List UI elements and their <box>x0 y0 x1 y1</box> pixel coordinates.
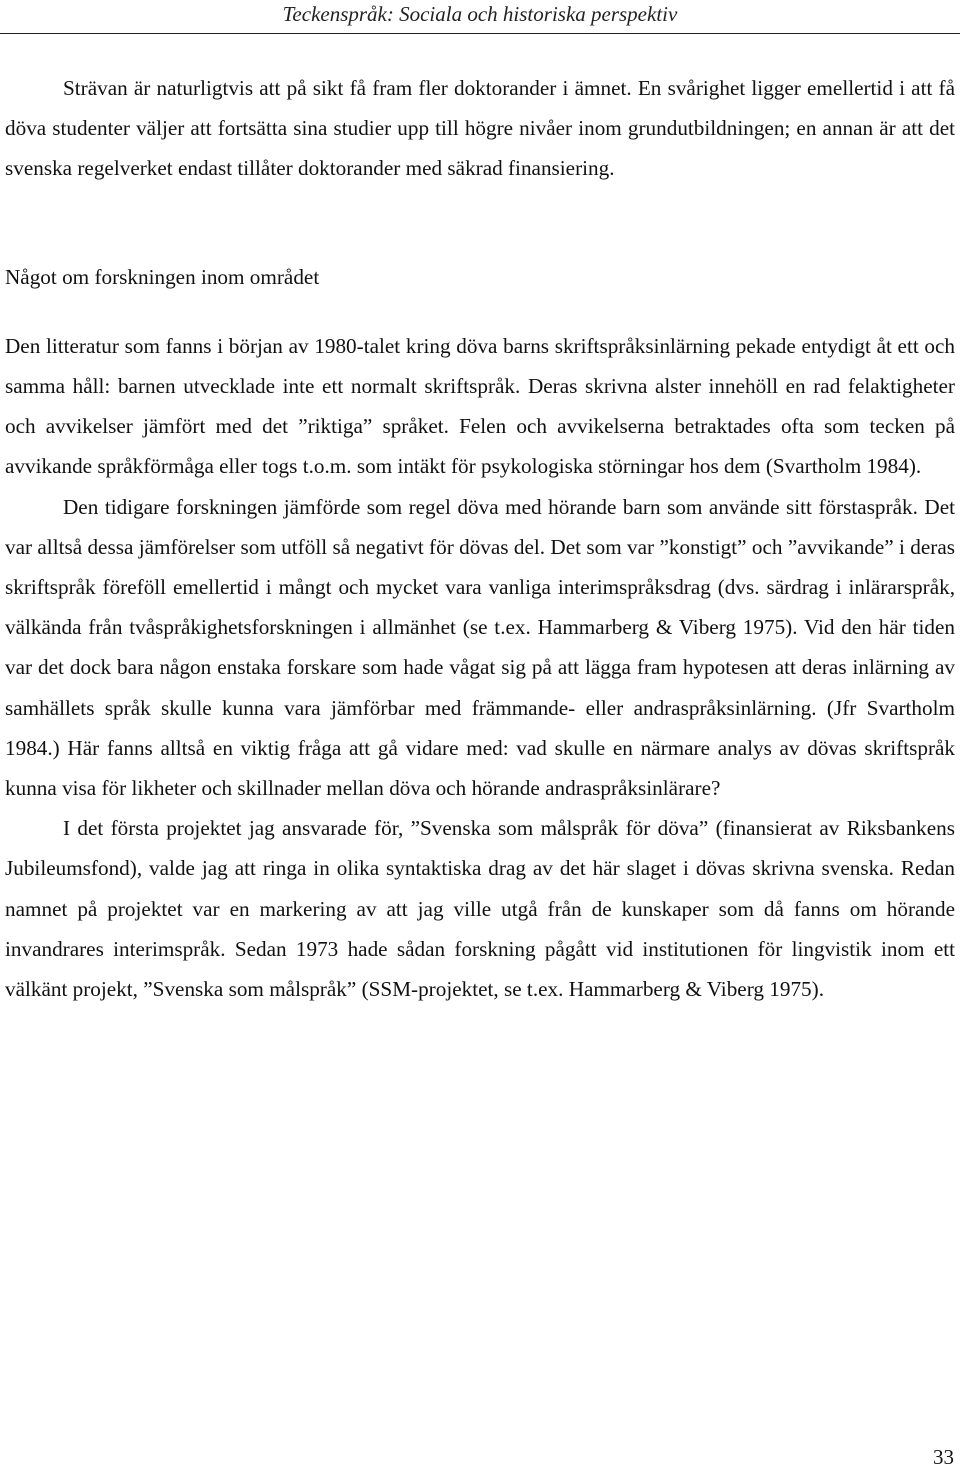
paragraph-2: Den litteratur som fanns i början av 1980-talet kring döva barns skriftspråksinlärning pekade entydigt åt ett och samma håll: barnen utvecklade inte ett normalt skriftspråk. Deras skrivna alster innehöll en rad felaktigheter och avvikelser jämfört med det ”riktiga” språket. Felen och avvikelserna betraktades ofta som tecken på avvikande språkförmåga eller togs t.o.m. som intäkt för psykologiska störningar hos dem (Svartholm 1984). <box>5 333 955 479</box>
running-header <box>0 0 960 34</box>
paragraph-3: Den tidigare forskningen jämförde som regel döva med hörande barn som använde sitt förstaspråk. Det var alltså dessa jämförelser som utföll så negativt för dövas del. Det som var ”konstigt” och ”avvikande” i deras skriftspråk föreföll emellertid i mångt och mycket vara vanliga interimspråksdrag (dvs. särdrag i inlärarspråk, välkända från tvåspråkighetsforskningen i allmänhet (se t.ex. Hammarberg & Viberg 1975). Vid den här tiden var det dock bara någon enstaka forskare som hade vågat sig på att lägga fram hypotesen att deras inlärning av samhällets språk skulle kunna vara jämförbar med främmande- eller andraspråksinlärning. (Jfr Svartholm 1984.) Här fanns alltså en viktig fråga att gå vidare med: vad skulle en närmare analys av dövas skriftspråk kunna visa för likheter och skillnader mellan döva och hörande andraspråksinlärare? <box>5 494 955 801</box>
paragraph-1: Strävan är naturligtvis att på sikt få fram fler doktorander i ämnet. En svårighet ligger emellertid i att få döva studenter väljer att fortsätta sina studier upp till högre nivåer inom grundutbildningen; en annan är att det svenska regelverket endast tillåter doktorander med säkrad finansiering. <box>5 76 955 181</box>
running-title: Teckenspråk: Sociala och historiska perspektiv <box>282 2 678 26</box>
paragraph-4: I det första projektet jag ansvarade för, ”Svenska som målspråk för döva” (finansierat av Riksbankens Jubileumsfond), valde jag att ringa in olika syntaktiska drag av det här slaget i dövas skrivna svenska. Redan namnet på projektet var en markering av att jag ville utgå från de kunskaper som då fanns om hörande invandrares interimspråk. Sedan 1973 hade sådan forskning pågått vid institutionen för lingvistik inom ett välkänt projekt, ”Svenska som målspråk” (SSM-projektet, se t.ex. Hammarberg & Viberg 1975). <box>5 816 955 1002</box>
page-number: 33 <box>933 1445 954 1469</box>
section-heading: Något om forskningen inom området <box>5 264 320 289</box>
page-body <box>5 68 955 1009</box>
